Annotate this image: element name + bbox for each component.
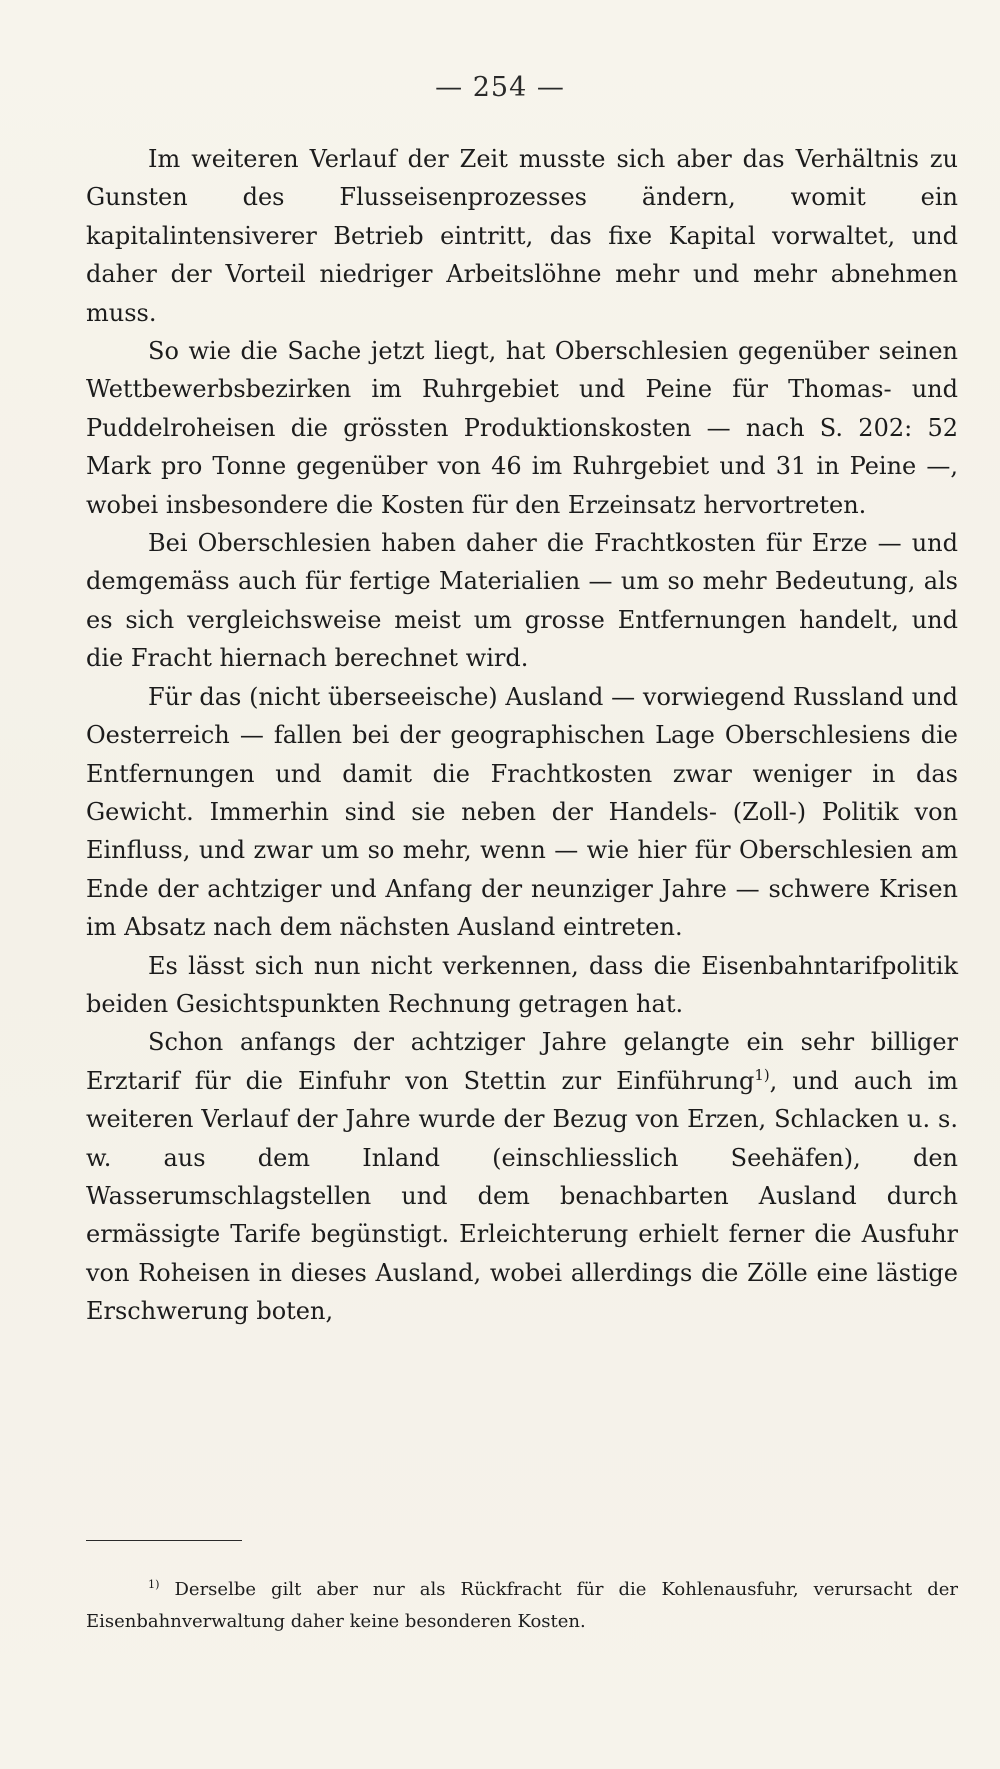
paragraph-1: Im weiteren Verlauf der Zeit musste sich aber das Verhältnis zu Gunsten des Flusseisenprozesses ändern, womit ein kapitalintensiverer Betrieb eintritt, das fixe Kapital vorwaltet, und daher der Vorteil niedriger Arbeitslöhne mehr und mehr abnehmen muss.: [86, 145, 958, 327]
footnote-text: Derselbe gilt aber nur als Rückfracht für die Kohlenausfuhr, verursacht der Eisenbahnverwaltung daher keine besonderen Kosten.: [86, 1579, 958, 1632]
footnote-1: [86, 1574, 958, 1638]
paragraph-3: Bei Oberschlesien haben daher die Frachtkosten für Erze — und demgemäss auch für fertige Materialien — um so mehr Bedeutung, als es sich vergleichsweise meist um grosse Entfernungen handelt, und die Fracht hiernach berechnet wird.: [86, 529, 958, 673]
paragraph-2: So wie die Sache jetzt liegt, hat Oberschlesien gegenüber seinen Wettbewerbsbezirken im Ruhrgebiet und Peine für Thomas- und Puddelroheisen die grössten Produktionskosten — nach S. 202: 52 Mark pro Tonne gegenüber von 46 im Ruhrgebiet und 31 in Peine —, wobei insbesondere die Kosten für den Erzeinsatz hervortreten.: [86, 337, 958, 519]
footnote-marker: 1): [148, 1578, 160, 1591]
paragraph-4: Für das (nicht überseeische) Ausland — vorwiegend Russland und Oesterreich — fallen bei der geographischen Lage Oberschlesiens die Entfernungen und damit die Frachtkosten zwar weniger in das Gewicht. Immerhin sind sie neben der Handels- (Zoll-) Politik von Einfluss, und zwar um so mehr, wenn — wie hier für Oberschlesien am Ende der achtziger und Anfang der neunziger Jahre — schwere Krisen im Absatz nach dem nächsten Ausland eintreten.: [86, 682, 958, 942]
paragraph-6: [86, 1023, 958, 1330]
footnote-divider: [86, 1540, 242, 1541]
main-text: [86, 140, 958, 1331]
paragraph-6-text-before-note: Schon anfangs der achtziger Jahre gelangte ein sehr billiger Erztarif für die Einfuhr von Stettin zur Einführung: [86, 1028, 958, 1095]
paragraph-6-text-after-note: , und auch im weiteren Verlauf der Jahre wurde der Bezug von Erzen, Schlacken u. s. w. aus dem Inland (einschliesslich Seehäfen), den Wasserumschlagstellen und dem benachbarten Ausland durch ermässigte Tarife begünstigt. Erleichterung erhielt ferner die Ausfuhr von Roheisen in dieses Ausland, wobei allerdings die Zölle eine lästige Erschwerung boten,: [86, 1066, 959, 1326]
footnote-reference[interactable]: 1): [754, 1065, 770, 1084]
footnotes: [86, 1574, 958, 1638]
paragraph-5: Es lässt sich nun nicht verkennen, dass die Eisenbahntarifpolitik beiden Gesichtspunkten Rechnung getragen hat.: [86, 951, 958, 1018]
page-number: — 254 —: [435, 72, 565, 103]
